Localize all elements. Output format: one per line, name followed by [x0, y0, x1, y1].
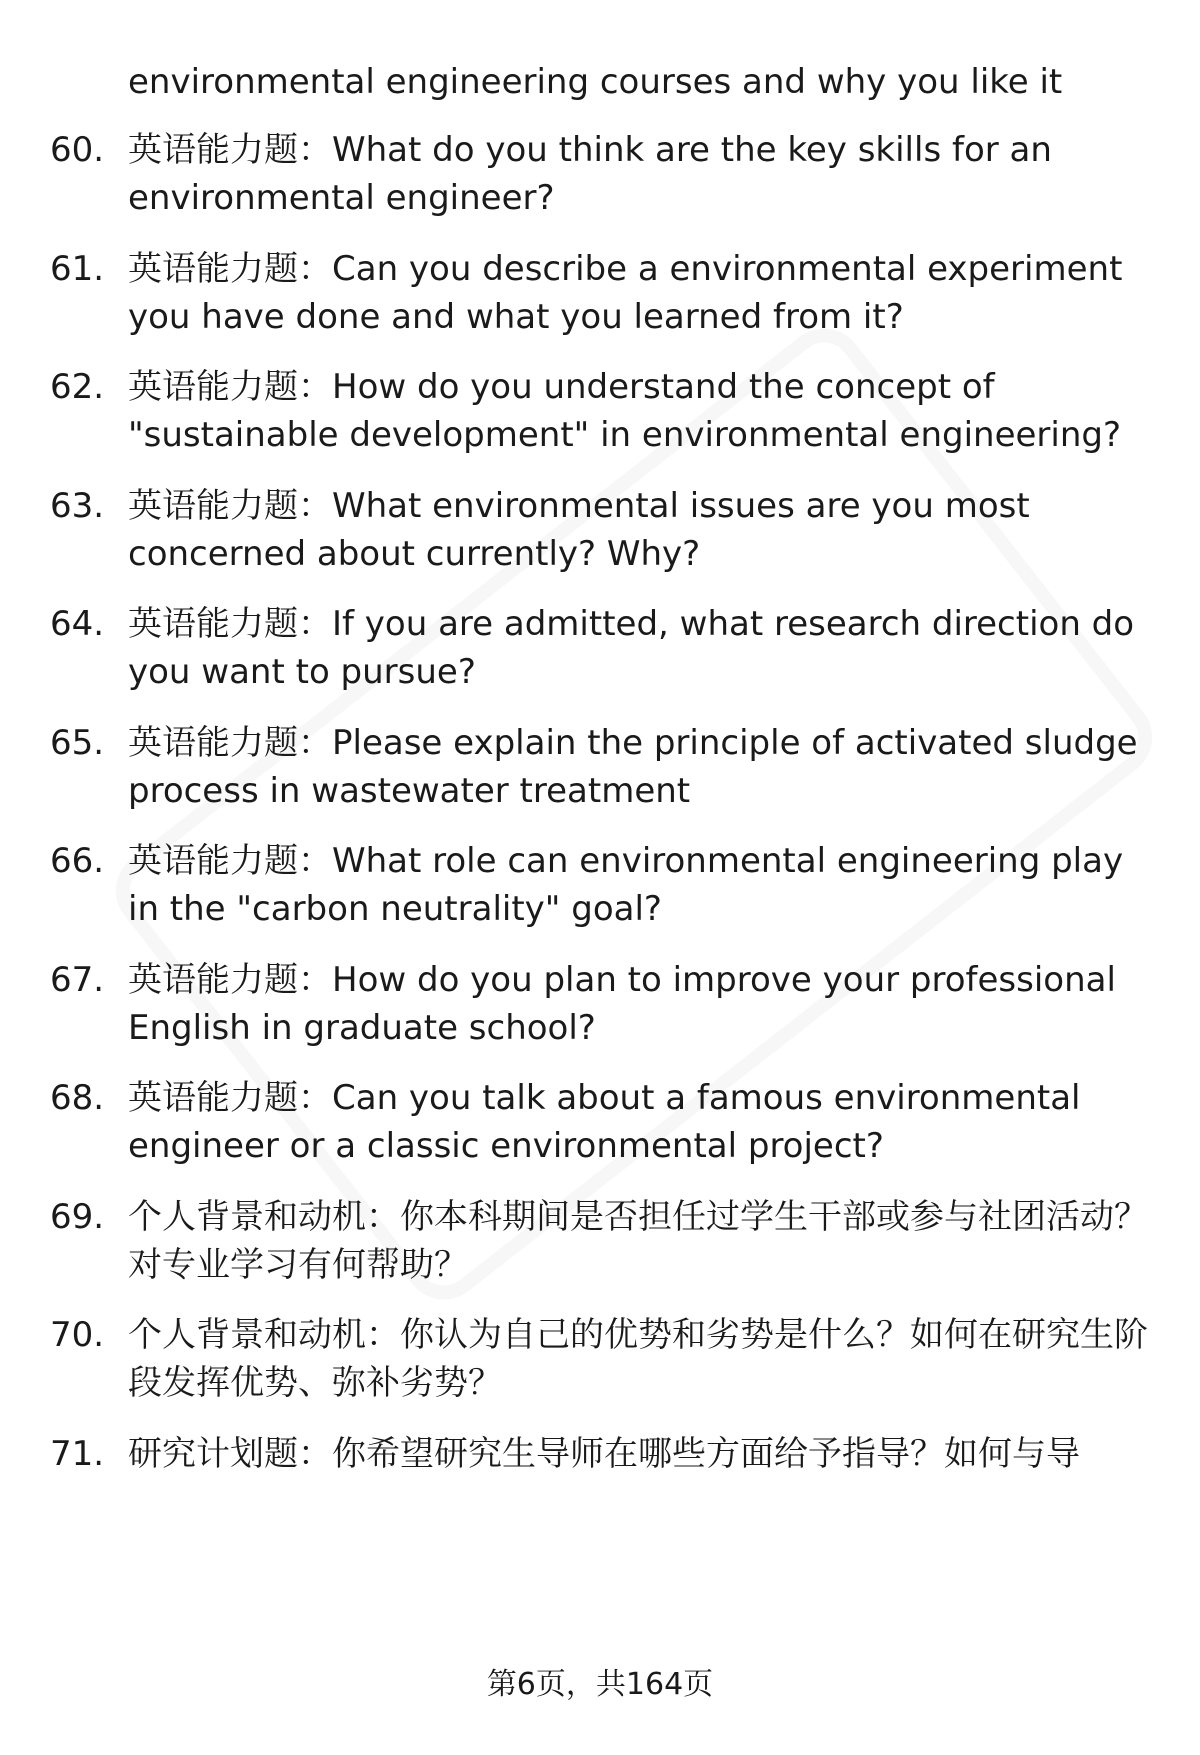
- item-category: 英语能力题：: [128, 604, 332, 644]
- item-category: 英语能力题：: [128, 367, 332, 407]
- item-number: 62.: [50, 367, 105, 407]
- continued-text: environmental engineering courses and why you like it: [128, 62, 1063, 102]
- item-category: 英语能力题：: [128, 1078, 332, 1118]
- item-number: 71.: [50, 1434, 105, 1474]
- item-text: 你本科期间是否担任过学生干部或参与社团活动？对专业学习有何帮助？: [128, 1197, 1148, 1285]
- item-number: 60.: [50, 130, 105, 170]
- item-text: Can you talk about a famous environmental engineer or a classic environmental project?: [128, 1078, 1081, 1166]
- item-number: 64.: [50, 604, 105, 644]
- item-category: 个人背景和动机：: [128, 1197, 400, 1237]
- item-number: 66.: [50, 841, 105, 881]
- item-category: 英语能力题：: [128, 960, 332, 1000]
- item-text: What do you think are the key skills for an environmental engineer?: [128, 130, 1052, 218]
- item-text: What environmental issues are you most concerned about currently? Why?: [128, 486, 1030, 574]
- item-number: 70.: [50, 1315, 105, 1355]
- item-text: Can you describe a environmental experiment you have done and what you learned from it?: [128, 249, 1123, 337]
- item-category: 英语能力题：: [128, 841, 332, 881]
- page-footer: 第6页，共164页: [486, 1667, 714, 1702]
- item-text: How do you plan to improve your professional English in graduate school?: [128, 960, 1116, 1048]
- item-number: 63.: [50, 486, 105, 526]
- item-category: 英语能力题：: [128, 723, 332, 763]
- item-number: 67.: [50, 960, 105, 1000]
- item-number: 68.: [50, 1078, 105, 1118]
- item-text: What role can environmental engineering play in the "carbon neutrality" goal?: [128, 841, 1124, 929]
- item-category: 个人背景和动机：: [128, 1315, 400, 1355]
- item-category: 研究计划题：: [128, 1434, 332, 1474]
- item-category: 英语能力题：: [128, 130, 332, 170]
- item-number: 69.: [50, 1197, 105, 1237]
- item-text: If you are admitted, what research direction do you want to pursue?: [128, 604, 1135, 692]
- item-text: 你认为自己的优势和劣势是什么？如何在研究生阶段发挥优势、弥补劣势？: [128, 1315, 1148, 1403]
- item-text: How do you understand the concept of "sustainable development" in environmental engineering?: [128, 367, 1122, 455]
- item-number: 61.: [50, 249, 105, 289]
- item-category: 英语能力题：: [128, 249, 332, 289]
- item-text: 你希望研究生导师在哪些方面给予指导？如何与导: [332, 1434, 1080, 1474]
- item-text: Please explain the principle of activated sludge process in wastewater treatment: [128, 723, 1138, 811]
- item-category: 英语能力题：: [128, 486, 332, 526]
- item-number: 65.: [50, 723, 105, 763]
